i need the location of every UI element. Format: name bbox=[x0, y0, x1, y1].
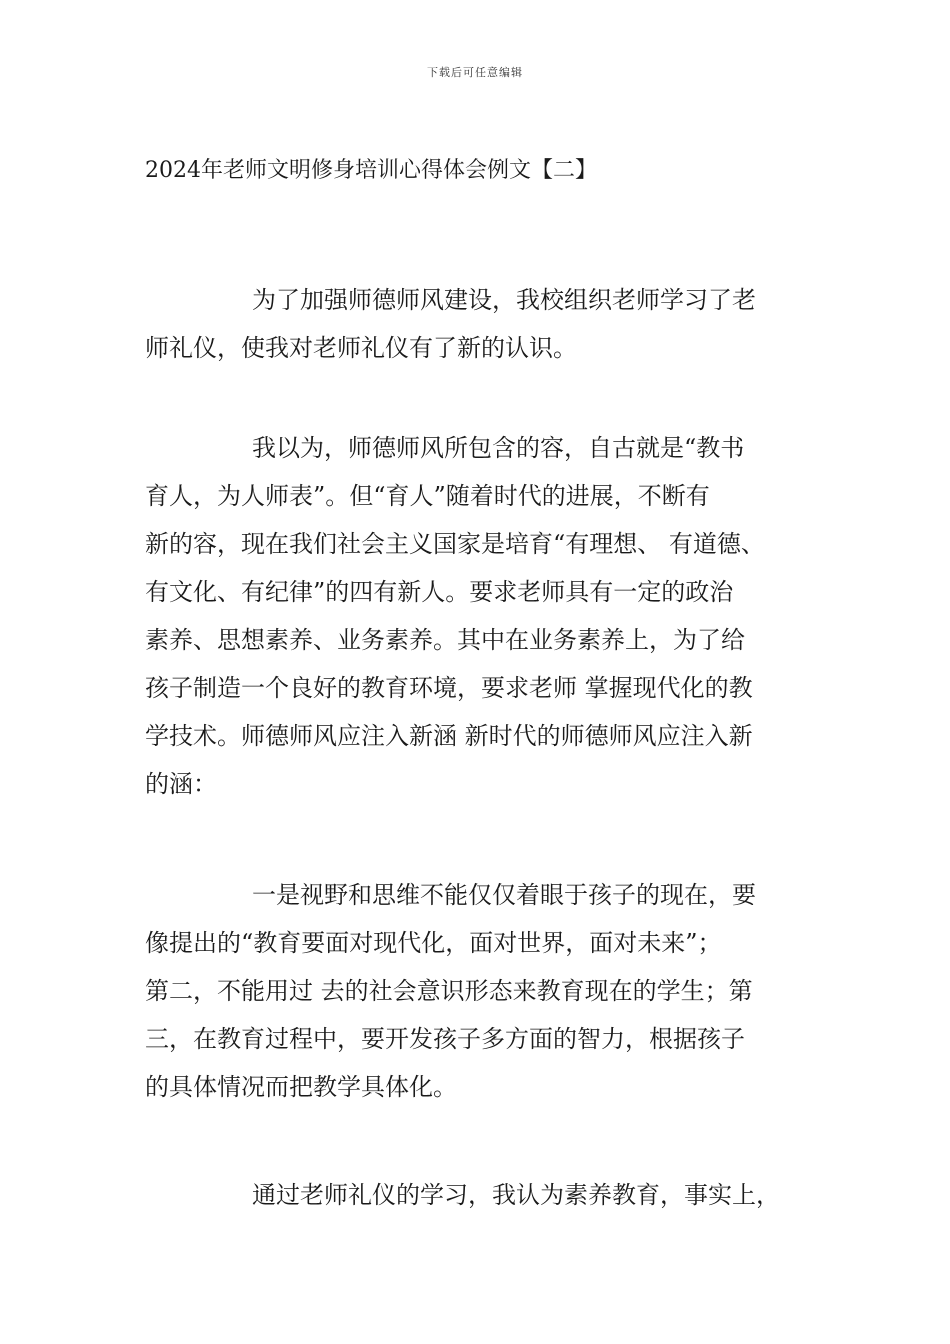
paragraph-line: 第二，不能用过 去的社会意识形态来教育现在的学生；第 bbox=[145, 977, 753, 1005]
paragraph-line: 三，在教育过程中，要开发孩子多方面的智力，根据孩子 bbox=[145, 1025, 745, 1053]
paragraph-line: 通过老师礼仪的学习，我认为素养教育，事实上， bbox=[252, 1181, 780, 1209]
paragraph-line: 素养、思想素养、业务素养。其中在业务素养上，为了给 bbox=[145, 626, 745, 654]
paragraph-line: 像提出的“教育要面对现代化，面对世界，面对未来”； bbox=[145, 929, 722, 957]
paragraph-line: 学技术。师德师风应注入新涵 新时代的师德师风应注入新 bbox=[145, 722, 753, 750]
document-title: 2024年老师文明修身培训心得体会例文【二】 bbox=[145, 158, 597, 183]
paragraph-line: 育人，为人师表”。但“育人”随着时代的进展，不断有 bbox=[145, 482, 710, 510]
page-header: 下载后可任意编辑 bbox=[427, 66, 523, 79]
paragraph-line: 的涵： bbox=[145, 770, 217, 798]
paragraph-line: 我以为，师德师风所包含的容，自古就是“教书 bbox=[252, 434, 745, 462]
paragraph-2 bbox=[145, 424, 845, 808]
paragraph-line: 孩子制造一个良好的教育环境，要求老师 掌握现代化的教 bbox=[145, 674, 753, 702]
paragraph-3 bbox=[145, 871, 845, 1111]
paragraph-line: 的具体情况而把教学具体化。 bbox=[145, 1073, 457, 1101]
paragraph-1 bbox=[145, 276, 845, 372]
paragraph-line: 一是视野和思维不能仅仅着眼于孩子的现在，要 bbox=[252, 881, 756, 909]
paragraph-line: 为了加强师德师风建设，我校组织老师学习了老 bbox=[252, 286, 756, 314]
paragraph-line: 有文化、有纪律”的四有新人。要求老师具有一定的政治 bbox=[145, 578, 734, 606]
paragraph-4 bbox=[145, 1171, 845, 1219]
paragraph-line: 新的容，现在我们社会主义国家是培育“有理想、 有道德、 bbox=[145, 530, 765, 558]
paragraph-line: 师礼仪，使我对老师礼仪有了新的认识。 bbox=[145, 334, 577, 362]
